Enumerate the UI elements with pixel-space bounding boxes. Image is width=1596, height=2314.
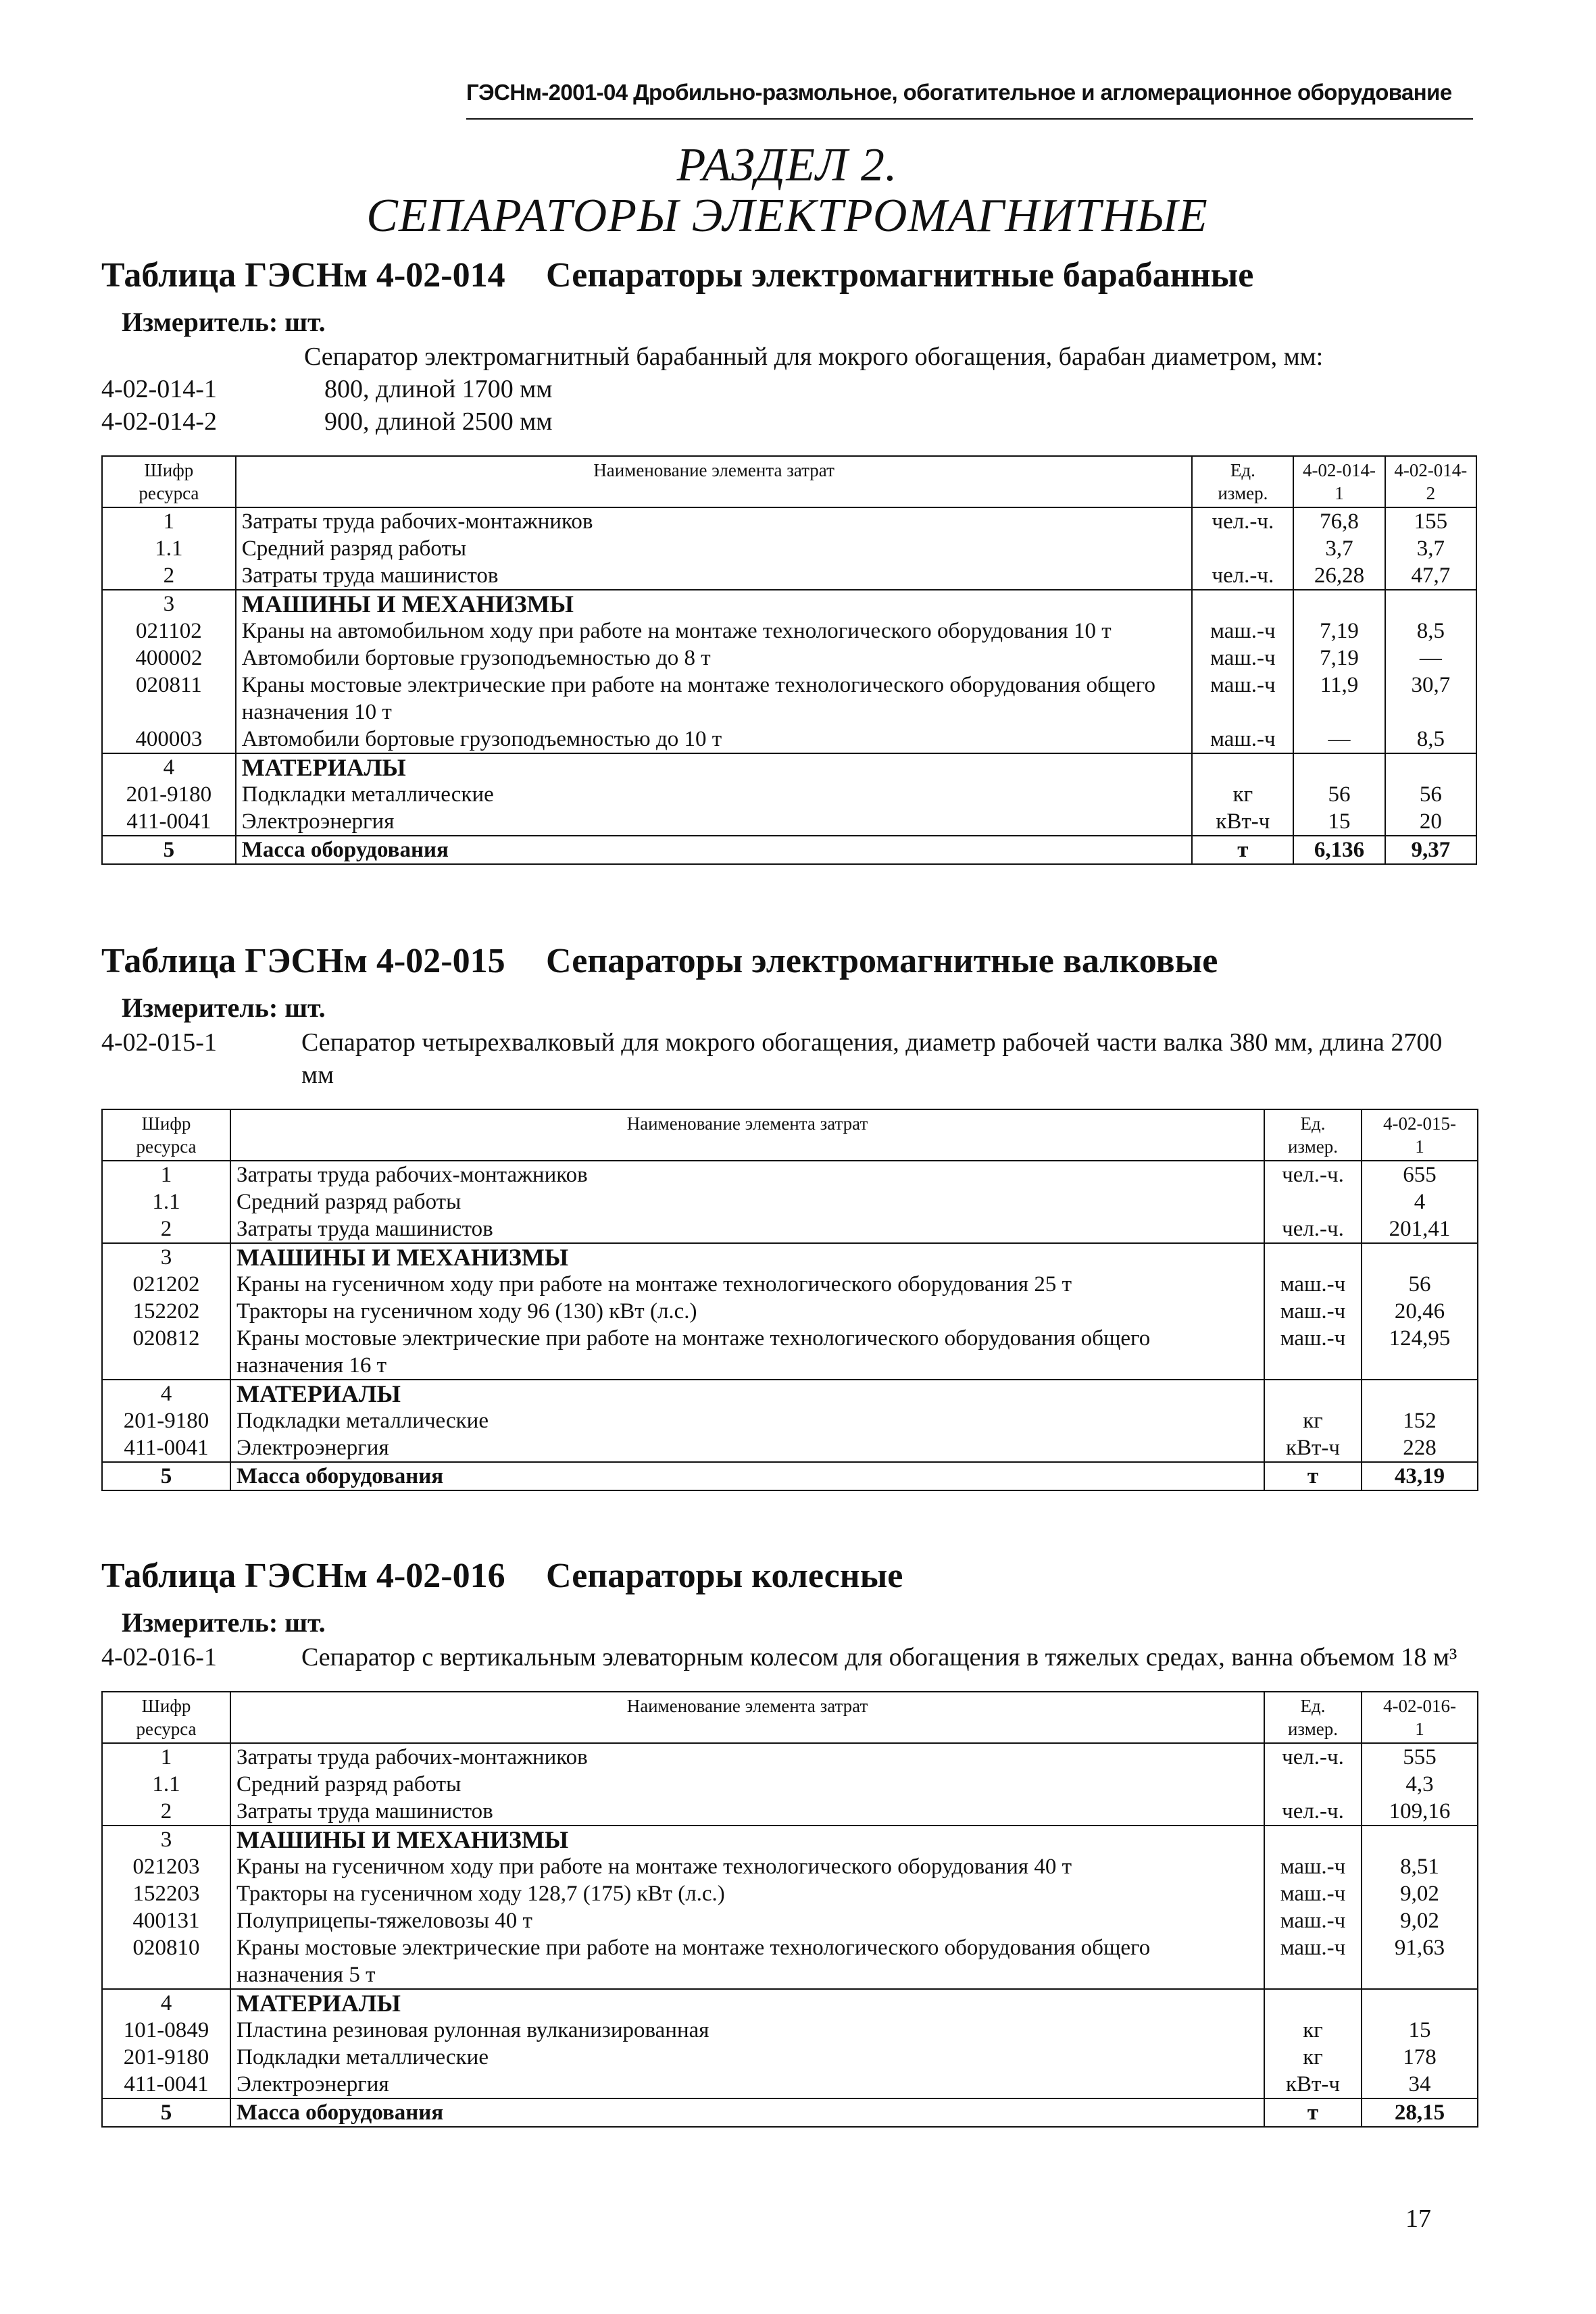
cell-unit bbox=[1192, 753, 1293, 781]
cell-element-name: Затраты труда машинистов bbox=[236, 562, 1193, 590]
cell-element-name: МАШИНЫ И МЕХАНИЗМЫ bbox=[236, 590, 1193, 618]
table-caption bbox=[101, 1556, 1477, 1605]
cell-unit: чел.-ч. bbox=[1192, 562, 1293, 590]
cell-resource-code: 4 bbox=[102, 753, 236, 781]
cell-unit: т bbox=[1192, 836, 1293, 864]
header-norm-line1: 4-02-014- bbox=[1302, 460, 1376, 480]
table-block-4-02-015 bbox=[101, 941, 1477, 1491]
table-row bbox=[102, 1161, 1478, 1188]
header-code-line1: Шифр bbox=[141, 1696, 191, 1716]
resource-table bbox=[101, 1109, 1478, 1491]
cell-norm-value bbox=[1362, 1989, 1478, 2017]
cell-norm-value: 3,7 bbox=[1385, 535, 1476, 562]
table-row bbox=[102, 1853, 1478, 1880]
cell-unit bbox=[1264, 1771, 1362, 1798]
header-norm-line1: 4-02-015- bbox=[1383, 1113, 1456, 1134]
cell-unit: чел.-ч. bbox=[1192, 507, 1293, 535]
table-measure: Измеритель: шт. bbox=[122, 1607, 326, 1638]
cell-norm-value: 9,02 bbox=[1362, 1880, 1478, 1907]
cell-element-name: Краны на автомобильном ходу при работе на монтаже технологического оборудования 10 т bbox=[236, 618, 1193, 645]
header-name: Наименование элемента затрат bbox=[626, 1696, 868, 1716]
table-measure: Измеритель: шт. bbox=[122, 992, 326, 1023]
cell-norm-value bbox=[1362, 1243, 1478, 1271]
table-row bbox=[102, 1462, 1478, 1490]
cell-element-name: МАШИНЫ И МЕХАНИЗМЫ bbox=[230, 1243, 1264, 1271]
cell-resource-code: 4 bbox=[102, 1380, 230, 1407]
cell-norm-value bbox=[1362, 1826, 1478, 1853]
cell-norm-value: 8,51 bbox=[1362, 1853, 1478, 1880]
cell-norm-value bbox=[1293, 753, 1385, 781]
cell-norm-value bbox=[1293, 590, 1385, 618]
cell-norm-value: 152 bbox=[1362, 1407, 1478, 1434]
cell-element-name: Подкладки металлические bbox=[236, 781, 1193, 808]
resource-table bbox=[101, 1691, 1478, 2128]
cell-unit: чел.-ч. bbox=[1264, 1215, 1362, 1243]
header-code-line2: ресурса bbox=[136, 1719, 197, 1739]
cell-norm-value: 15 bbox=[1362, 2017, 1478, 2044]
header-name: Наименование элемента затрат bbox=[626, 1113, 868, 1134]
cell-resource-code: 101-0849 bbox=[102, 2017, 230, 2044]
cell-norm-value: 124,95 bbox=[1362, 1325, 1478, 1380]
cell-resource-code: 400003 bbox=[102, 726, 236, 753]
cell-norm-value: 8,5 bbox=[1385, 618, 1476, 645]
table-header-row bbox=[102, 1692, 1478, 1743]
cell-element-name: Краны на гусеничном ходу при работе на монтаже технологического оборудования 40 т bbox=[230, 1853, 1264, 1880]
cell-resource-code: 201-9180 bbox=[102, 781, 236, 808]
cell-norm-value: 26,28 bbox=[1293, 562, 1385, 590]
table-header-row bbox=[102, 1109, 1478, 1161]
position-desc: 900, длиной 2500 мм bbox=[324, 407, 553, 436]
cell-unit: т bbox=[1264, 2098, 1362, 2127]
cell-resource-code: 021203 bbox=[102, 1853, 230, 1880]
table-row bbox=[102, 1215, 1478, 1243]
cell-resource-code: 411-0041 bbox=[102, 1434, 230, 1462]
table-row bbox=[102, 1880, 1478, 1907]
running-header: ГЭСНм-2001-04 Дробильно-размольное, обогатительное и агломерационное оборудование bbox=[466, 80, 1452, 105]
cell-element-name: МАТЕРИАЛЫ bbox=[236, 753, 1193, 781]
table-row bbox=[102, 1934, 1478, 1989]
table-measure: Измеритель: шт. bbox=[122, 307, 326, 337]
cell-norm-value: 9,37 bbox=[1385, 836, 1476, 864]
cell-resource-code: 3 bbox=[102, 590, 236, 618]
header-norm-line1: 4-02-016- bbox=[1383, 1696, 1456, 1716]
cell-unit: кВт-ч bbox=[1264, 1434, 1362, 1462]
cell-element-name: Затраты труда рабочих-монтажников bbox=[230, 1161, 1264, 1188]
cell-resource-code: 400131 bbox=[102, 1907, 230, 1934]
table-block-4-02-014 bbox=[101, 255, 1477, 865]
section-row bbox=[102, 590, 1476, 618]
header-cell-code bbox=[102, 456, 236, 507]
header-cell-norm bbox=[1385, 456, 1476, 507]
table-name: Сепараторы колесные bbox=[546, 1557, 903, 1595]
cell-unit bbox=[1192, 535, 1293, 562]
position-code: 4-02-014-1 bbox=[101, 375, 217, 403]
cell-unit: маш.-ч bbox=[1264, 1934, 1362, 1989]
cell-norm-value: 56 bbox=[1362, 1271, 1478, 1298]
cell-element-name: Тракторы на гусеничном ходу 96 (130) кВт (л.с.) bbox=[230, 1298, 1264, 1325]
cell-norm-value: 20,46 bbox=[1362, 1298, 1478, 1325]
table-caption bbox=[101, 941, 1477, 990]
cell-norm-value: 47,7 bbox=[1385, 562, 1476, 590]
position-line bbox=[101, 373, 1477, 405]
cell-resource-code: 2 bbox=[102, 1215, 230, 1243]
section-row bbox=[102, 1826, 1478, 1853]
cell-norm-value: 109,16 bbox=[1362, 1798, 1478, 1826]
cell-norm-value: 7,19 bbox=[1293, 618, 1385, 645]
table-header-row bbox=[102, 456, 1476, 507]
cell-norm-value: 7,19 bbox=[1293, 645, 1385, 672]
section-number: РАЗДЕЛ 2. bbox=[676, 139, 898, 191]
cell-element-name: Затраты труда рабочих-монтажников bbox=[230, 1743, 1264, 1771]
table-row bbox=[102, 1771, 1478, 1798]
cell-resource-code: 3 bbox=[102, 1243, 230, 1271]
header-unit-line2: измер. bbox=[1287, 1136, 1339, 1157]
header-norm-line2: 2 bbox=[1426, 483, 1436, 503]
cell-norm-value: 655 bbox=[1362, 1161, 1478, 1188]
cell-element-name: Автомобили бортовые грузоподъемностью до 10 т bbox=[236, 726, 1193, 753]
cell-unit: маш.-ч bbox=[1264, 1907, 1362, 1934]
cell-unit: т bbox=[1264, 1462, 1362, 1490]
table-row bbox=[102, 672, 1476, 726]
cell-resource-code: 1 bbox=[102, 1161, 230, 1188]
cell-resource-code: 020810 bbox=[102, 1934, 230, 1989]
cell-resource-code: 020812 bbox=[102, 1325, 230, 1380]
header-cell-name bbox=[230, 1109, 1264, 1161]
table-block-4-02-016 bbox=[101, 1556, 1477, 2128]
cell-norm-value: 155 bbox=[1385, 507, 1476, 535]
cell-unit: кг bbox=[1192, 781, 1293, 808]
cell-unit: кВт-ч bbox=[1192, 808, 1293, 836]
table-row bbox=[102, 1743, 1478, 1771]
cell-element-name: Затраты труда рабочих-монтажников bbox=[236, 507, 1193, 535]
cell-norm-value: 56 bbox=[1293, 781, 1385, 808]
cell-norm-value: 91,63 bbox=[1362, 1934, 1478, 1989]
table-row bbox=[102, 726, 1476, 753]
cell-element-name: Краны мостовые электрические при работе на монтаже технологического оборудования общего назначения 5 т bbox=[230, 1934, 1264, 1989]
cell-element-name: Тракторы на гусеничном ходу 128,7 (175) кВт (л.с.) bbox=[230, 1880, 1264, 1907]
cell-norm-value: 4 bbox=[1362, 1188, 1478, 1215]
cell-unit bbox=[1264, 1380, 1362, 1407]
header-name: Наименование элемента затрат bbox=[593, 460, 834, 480]
section-row bbox=[102, 753, 1476, 781]
cell-norm-value: 76,8 bbox=[1293, 507, 1385, 535]
cell-unit bbox=[1264, 1188, 1362, 1215]
header-code-line2: ресурса bbox=[136, 1136, 197, 1157]
cell-element-name: Средний разряд работы bbox=[230, 1188, 1264, 1215]
table-name: Сепараторы электромагнитные валковые bbox=[546, 942, 1218, 980]
cell-unit: чел.-ч. bbox=[1264, 1798, 1362, 1826]
cell-resource-code: 411-0041 bbox=[102, 808, 236, 836]
table-row bbox=[102, 535, 1476, 562]
position-code: 4-02-015-1 bbox=[101, 1028, 217, 1057]
cell-norm-value: 11,9 bbox=[1293, 672, 1385, 726]
header-cell-code bbox=[102, 1109, 230, 1161]
table-row bbox=[102, 562, 1476, 590]
cell-element-name: МАТЕРИАЛЫ bbox=[230, 1989, 1264, 2017]
cell-resource-code: 400002 bbox=[102, 645, 236, 672]
table-code: Таблица ГЭСНм 4-02-014 bbox=[101, 256, 505, 295]
cell-element-name: Масса оборудования bbox=[230, 2098, 1264, 2127]
table-row bbox=[102, 836, 1476, 864]
cell-element-name: Полуприцепы-тяжеловозы 40 т bbox=[230, 1907, 1264, 1934]
cell-element-name: Масса оборудования bbox=[236, 836, 1193, 864]
table-row bbox=[102, 645, 1476, 672]
table-caption bbox=[101, 255, 1477, 304]
table-code: Таблица ГЭСНм 4-02-015 bbox=[101, 942, 505, 980]
header-cell-unit bbox=[1192, 456, 1293, 507]
cell-element-name: Затраты труда машинистов bbox=[230, 1215, 1264, 1243]
header-unit-line1: Ед. bbox=[1300, 1696, 1326, 1716]
cell-unit: кг bbox=[1264, 2044, 1362, 2071]
cell-element-name: Краны мостовые электрические при работе на монтаже технологического оборудования общего назначения 16 т bbox=[230, 1325, 1264, 1380]
cell-element-name: Подкладки металлические bbox=[230, 1407, 1264, 1434]
cell-element-name: Средний разряд работы bbox=[230, 1771, 1264, 1798]
cell-resource-code: 2 bbox=[102, 562, 236, 590]
cell-unit bbox=[1264, 1243, 1362, 1271]
cell-unit: маш.-ч bbox=[1264, 1298, 1362, 1325]
cell-norm-value: 43,19 bbox=[1362, 1462, 1478, 1490]
header-cell-name bbox=[230, 1692, 1264, 1743]
cell-element-name: Пластина резиновая рулонная вулканизированная bbox=[230, 2017, 1264, 2044]
position-line bbox=[101, 1641, 1477, 1674]
header-cell-name bbox=[236, 456, 1193, 507]
cell-norm-value bbox=[1385, 590, 1476, 618]
header-norm-line2: 1 bbox=[1415, 1719, 1424, 1739]
position-desc: Сепаратор с вертикальным элеваторным колесом для обогащения в тяжелых средах, ванна объемом 18 м³ bbox=[301, 1643, 1457, 1671]
table-row bbox=[102, 1325, 1478, 1380]
cell-resource-code: 201-9180 bbox=[102, 1407, 230, 1434]
cell-norm-value: 6,136 bbox=[1293, 836, 1385, 864]
cell-resource-code: 411-0041 bbox=[102, 2071, 230, 2098]
section-row bbox=[102, 1380, 1478, 1407]
cell-norm-value: 555 bbox=[1362, 1743, 1478, 1771]
cell-element-name: Подкладки металлические bbox=[230, 2044, 1264, 2071]
cell-norm-value bbox=[1362, 1380, 1478, 1407]
cell-element-name: Затраты труда машинистов bbox=[230, 1798, 1264, 1826]
cell-resource-code: 152203 bbox=[102, 1880, 230, 1907]
table-row bbox=[102, 1188, 1478, 1215]
header-rule bbox=[466, 118, 1473, 120]
header-cell-unit bbox=[1264, 1692, 1362, 1743]
cell-element-name: МАШИНЫ И МЕХАНИЗМЫ bbox=[230, 1826, 1264, 1853]
header-unit-line2: измер. bbox=[1287, 1719, 1339, 1739]
cell-unit: маш.-ч bbox=[1264, 1880, 1362, 1907]
header-norm-line1: 4-02-014- bbox=[1394, 460, 1468, 480]
cell-resource-code: 1.1 bbox=[102, 535, 236, 562]
table-row bbox=[102, 1298, 1478, 1325]
header-unit-line1: Ед. bbox=[1300, 1113, 1326, 1134]
table-row bbox=[102, 2071, 1478, 2098]
cell-norm-value: 20 bbox=[1385, 808, 1476, 836]
position-desc: Сепаратор четырехвалковый для мокрого обогащения, диаметр рабочей части валка 380 мм, длина 2700 мм bbox=[301, 1028, 1443, 1089]
table-row bbox=[102, 1798, 1478, 1826]
cell-resource-code: 021202 bbox=[102, 1271, 230, 1298]
header-cell-norm bbox=[1362, 1692, 1478, 1743]
table-row bbox=[102, 1407, 1478, 1434]
cell-norm-value: 9,02 bbox=[1362, 1907, 1478, 1934]
table-row bbox=[102, 781, 1476, 808]
section-row bbox=[102, 1243, 1478, 1271]
header-code-line2: ресурса bbox=[139, 483, 199, 503]
cell-norm-value: 3,7 bbox=[1293, 535, 1385, 562]
cell-resource-code: 1 bbox=[102, 507, 236, 535]
cell-norm-value: 28,15 bbox=[1362, 2098, 1478, 2127]
header-cell-code bbox=[102, 1692, 230, 1743]
cell-norm-value: — bbox=[1293, 726, 1385, 753]
table-row bbox=[102, 2044, 1478, 2071]
section-row bbox=[102, 1989, 1478, 2017]
cell-norm-value: 178 bbox=[1362, 2044, 1478, 2071]
cell-resource-code: 5 bbox=[102, 1462, 230, 1490]
resource-table bbox=[101, 455, 1477, 865]
cell-unit: маш.-ч bbox=[1264, 1325, 1362, 1380]
table-row bbox=[102, 618, 1476, 645]
position-code: 4-02-016-1 bbox=[101, 1643, 217, 1671]
header-cell-norm bbox=[1362, 1109, 1478, 1161]
cell-unit: чел.-ч. bbox=[1264, 1161, 1362, 1188]
cell-resource-code: 152202 bbox=[102, 1298, 230, 1325]
position-line bbox=[101, 1026, 1477, 1091]
table-row bbox=[102, 1907, 1478, 1934]
cell-resource-code: 021102 bbox=[102, 618, 236, 645]
cell-norm-value: — bbox=[1385, 645, 1476, 672]
cell-unit bbox=[1264, 1989, 1362, 2017]
cell-element-name: Электроэнергия bbox=[230, 2071, 1264, 2098]
position-desc: 800, длиной 1700 мм bbox=[324, 375, 553, 403]
header-cell-norm bbox=[1293, 456, 1385, 507]
cell-norm-value: 30,7 bbox=[1385, 672, 1476, 726]
position-line bbox=[101, 405, 1477, 438]
cell-unit: чел.-ч. bbox=[1264, 1743, 1362, 1771]
section-title: СЕПАРАТОРЫ ЭЛЕКТРОМАГНИТНЫЕ bbox=[366, 190, 1208, 242]
cell-resource-code: 4 bbox=[102, 1989, 230, 2017]
cell-resource-code: 1.1 bbox=[102, 1188, 230, 1215]
cell-unit bbox=[1264, 1826, 1362, 1853]
cell-unit: маш.-ч bbox=[1264, 1853, 1362, 1880]
cell-resource-code: 201-9180 bbox=[102, 2044, 230, 2071]
table-name: Сепараторы электромагнитные барабанные bbox=[546, 256, 1254, 295]
header-code-line1: Шифр bbox=[141, 1113, 191, 1134]
table-intro: Сепаратор электромагнитный барабанный для мокрого обогащения, барабан диаметром, мм: bbox=[304, 343, 1324, 371]
cell-unit: кг bbox=[1264, 2017, 1362, 2044]
cell-norm-value: 8,5 bbox=[1385, 726, 1476, 753]
cell-element-name: Краны мостовые электрические при работе на монтаже технологического оборудования общего назначения 10 т bbox=[236, 672, 1193, 726]
table-row bbox=[102, 2017, 1478, 2044]
header-code-line1: Шифр bbox=[144, 460, 194, 480]
cell-unit: кг bbox=[1264, 1407, 1362, 1434]
cell-norm-value: 34 bbox=[1362, 2071, 1478, 2098]
cell-norm-value: 228 bbox=[1362, 1434, 1478, 1462]
header-norm-line2: 1 bbox=[1415, 1136, 1424, 1157]
page-number: 17 bbox=[1405, 2205, 1431, 2233]
cell-element-name: Электроэнергия bbox=[230, 1434, 1264, 1462]
cell-unit: маш.-ч bbox=[1192, 618, 1293, 645]
header-unit-line1: Ед. bbox=[1230, 460, 1255, 480]
table-row bbox=[102, 808, 1476, 836]
cell-unit: маш.-ч bbox=[1192, 726, 1293, 753]
cell-resource-code: 5 bbox=[102, 836, 236, 864]
header-norm-line2: 1 bbox=[1335, 483, 1344, 503]
position-code: 4-02-014-2 bbox=[101, 407, 217, 436]
table-code: Таблица ГЭСНм 4-02-016 bbox=[101, 1557, 505, 1595]
cell-unit: кВт-ч bbox=[1264, 2071, 1362, 2098]
cell-norm-value: 56 bbox=[1385, 781, 1476, 808]
table-row bbox=[102, 1434, 1478, 1462]
cell-resource-code: 020811 bbox=[102, 672, 236, 726]
cell-resource-code: 5 bbox=[102, 2098, 230, 2127]
cell-norm-value: 201,41 bbox=[1362, 1215, 1478, 1243]
header-cell-unit bbox=[1264, 1109, 1362, 1161]
cell-element-name: Масса оборудования bbox=[230, 1462, 1264, 1490]
header-unit-line2: измер. bbox=[1218, 483, 1268, 503]
cell-unit bbox=[1192, 590, 1293, 618]
cell-norm-value: 15 bbox=[1293, 808, 1385, 836]
cell-element-name: МАТЕРИАЛЫ bbox=[230, 1380, 1264, 1407]
table-row bbox=[102, 2098, 1478, 2127]
cell-resource-code: 2 bbox=[102, 1798, 230, 1826]
cell-unit: маш.-ч bbox=[1192, 645, 1293, 672]
cell-unit: маш.-ч bbox=[1264, 1271, 1362, 1298]
cell-unit: маш.-ч bbox=[1192, 672, 1293, 726]
cell-element-name: Средний разряд работы bbox=[236, 535, 1193, 562]
cell-norm-value: 4,3 bbox=[1362, 1771, 1478, 1798]
cell-norm-value bbox=[1385, 753, 1476, 781]
table-row bbox=[102, 507, 1476, 535]
cell-resource-code: 1 bbox=[102, 1743, 230, 1771]
cell-resource-code: 1.1 bbox=[102, 1771, 230, 1798]
table-row bbox=[102, 1271, 1478, 1298]
cell-resource-code: 3 bbox=[102, 1826, 230, 1853]
cell-element-name: Краны на гусеничном ходу при работе на монтаже технологического оборудования 25 т bbox=[230, 1271, 1264, 1298]
cell-element-name: Электроэнергия bbox=[236, 808, 1193, 836]
cell-element-name: Автомобили бортовые грузоподъемностью до 8 т bbox=[236, 645, 1193, 672]
